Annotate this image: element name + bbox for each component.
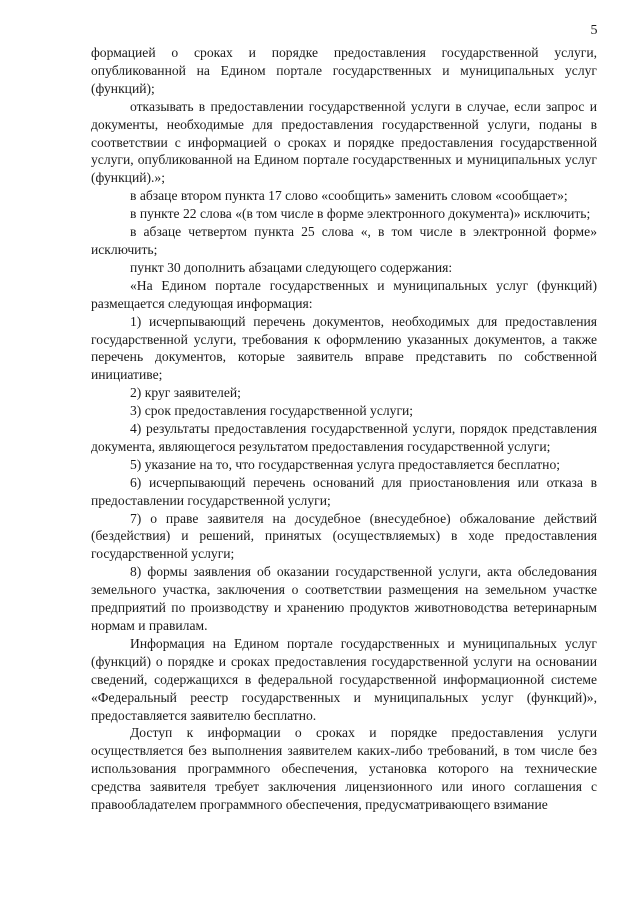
paragraph-portal-info: «На Едином портале государственных и муниципальных услуг (функций) размещается следующая информация: xyxy=(91,277,597,311)
paragraph-item-25: в абзаце четвертом пункта 25 слова «, в том числе в электронной форме» исключить; xyxy=(91,224,597,257)
document-body xyxy=(91,44,597,814)
list-item-8: 8) формы заявления об оказании государственной услуги, акта обследования земельного участка, заключения о соответствии размещения на земельном участке предприятий по производству и хранению продуктов животноводства ветеринарным нормам и правилам. xyxy=(91,564,597,633)
list-item-5: 5) указание на то, что государственная услуга предоставляется бесплатно; xyxy=(130,456,561,472)
list-item-7: 7) о праве заявителя на досудебное (внесудебное) обжалование действий (бездействия) и решений, принятых (осуществляемых) в ходе предоставления государственной услуги; xyxy=(91,510,597,562)
paragraph-access-terms: Доступ к информации о сроках и порядке предоставления услуги осуществляется без выполнения заявителем каких-либо требований, в том числе без использования программного обеспечения, установка которого на технические средства заявителя требует заключения лицензионного или иного соглашения с правообладателем программного обеспечения, предусматривающего взимание xyxy=(91,725,597,813)
paragraph-item-17: в абзаце втором пункта 17 слово «сообщить» заменить словом «сообщает»; xyxy=(130,188,568,204)
list-item-1: 1) исчерпывающий перечень документов, необходимых для предоставления государственной услуги, требования к оформлению указанных документов, а также перечень документов, которые заявитель вправе представить по собственной инициативе; xyxy=(91,313,597,383)
list-item-6: 6) исчерпывающий перечень оснований для приостановления или отказа в предоставлении государственной услуги; xyxy=(91,474,597,508)
list-item-3: 3) срок предоставления государственной услуги; xyxy=(130,403,414,419)
paragraph-item-30: пункт 30 дополнить абзацами следующего содержания: xyxy=(130,259,453,275)
paragraph-item-22: в пункте 22 слова «(в том числе в форме электронного документа)» исключить; xyxy=(130,206,591,222)
page-number: 5 xyxy=(590,23,598,38)
list-item-2: 2) круг заявителей; xyxy=(130,385,241,401)
paragraph-refusal-clause: отказывать в предоставлении государственной услуги в случае, если запрос и документы, необходимые для предоставления государственной услуги, поданы в соответствии с информацией о сроках и порядке предоставления государственной услуги, опубликованной на Едином портале государственных и муниципальных услуг (функций).»; xyxy=(91,98,597,186)
paragraph-free-information: Информация на Едином портале государственных и муниципальных услуг (функций) о порядке и сроках предоставления государственной услуги на основании сведений, содержащихся в федеральной государственной информационной системе «Федеральный реестр государственных и муниципальных услуг (функций)», предоставляется заявителю бесплатно. xyxy=(91,635,597,723)
list-item-4: 4) результаты предоставления государственной услуги, порядок представления документа, являющегося результатом предоставления государственной услуги; xyxy=(91,421,597,454)
paragraph-continuation: формацией о сроках и порядке предоставления государственной услуги, опубликованной на Едином портале государственных и муниципальных услуг (функций); xyxy=(91,45,597,96)
